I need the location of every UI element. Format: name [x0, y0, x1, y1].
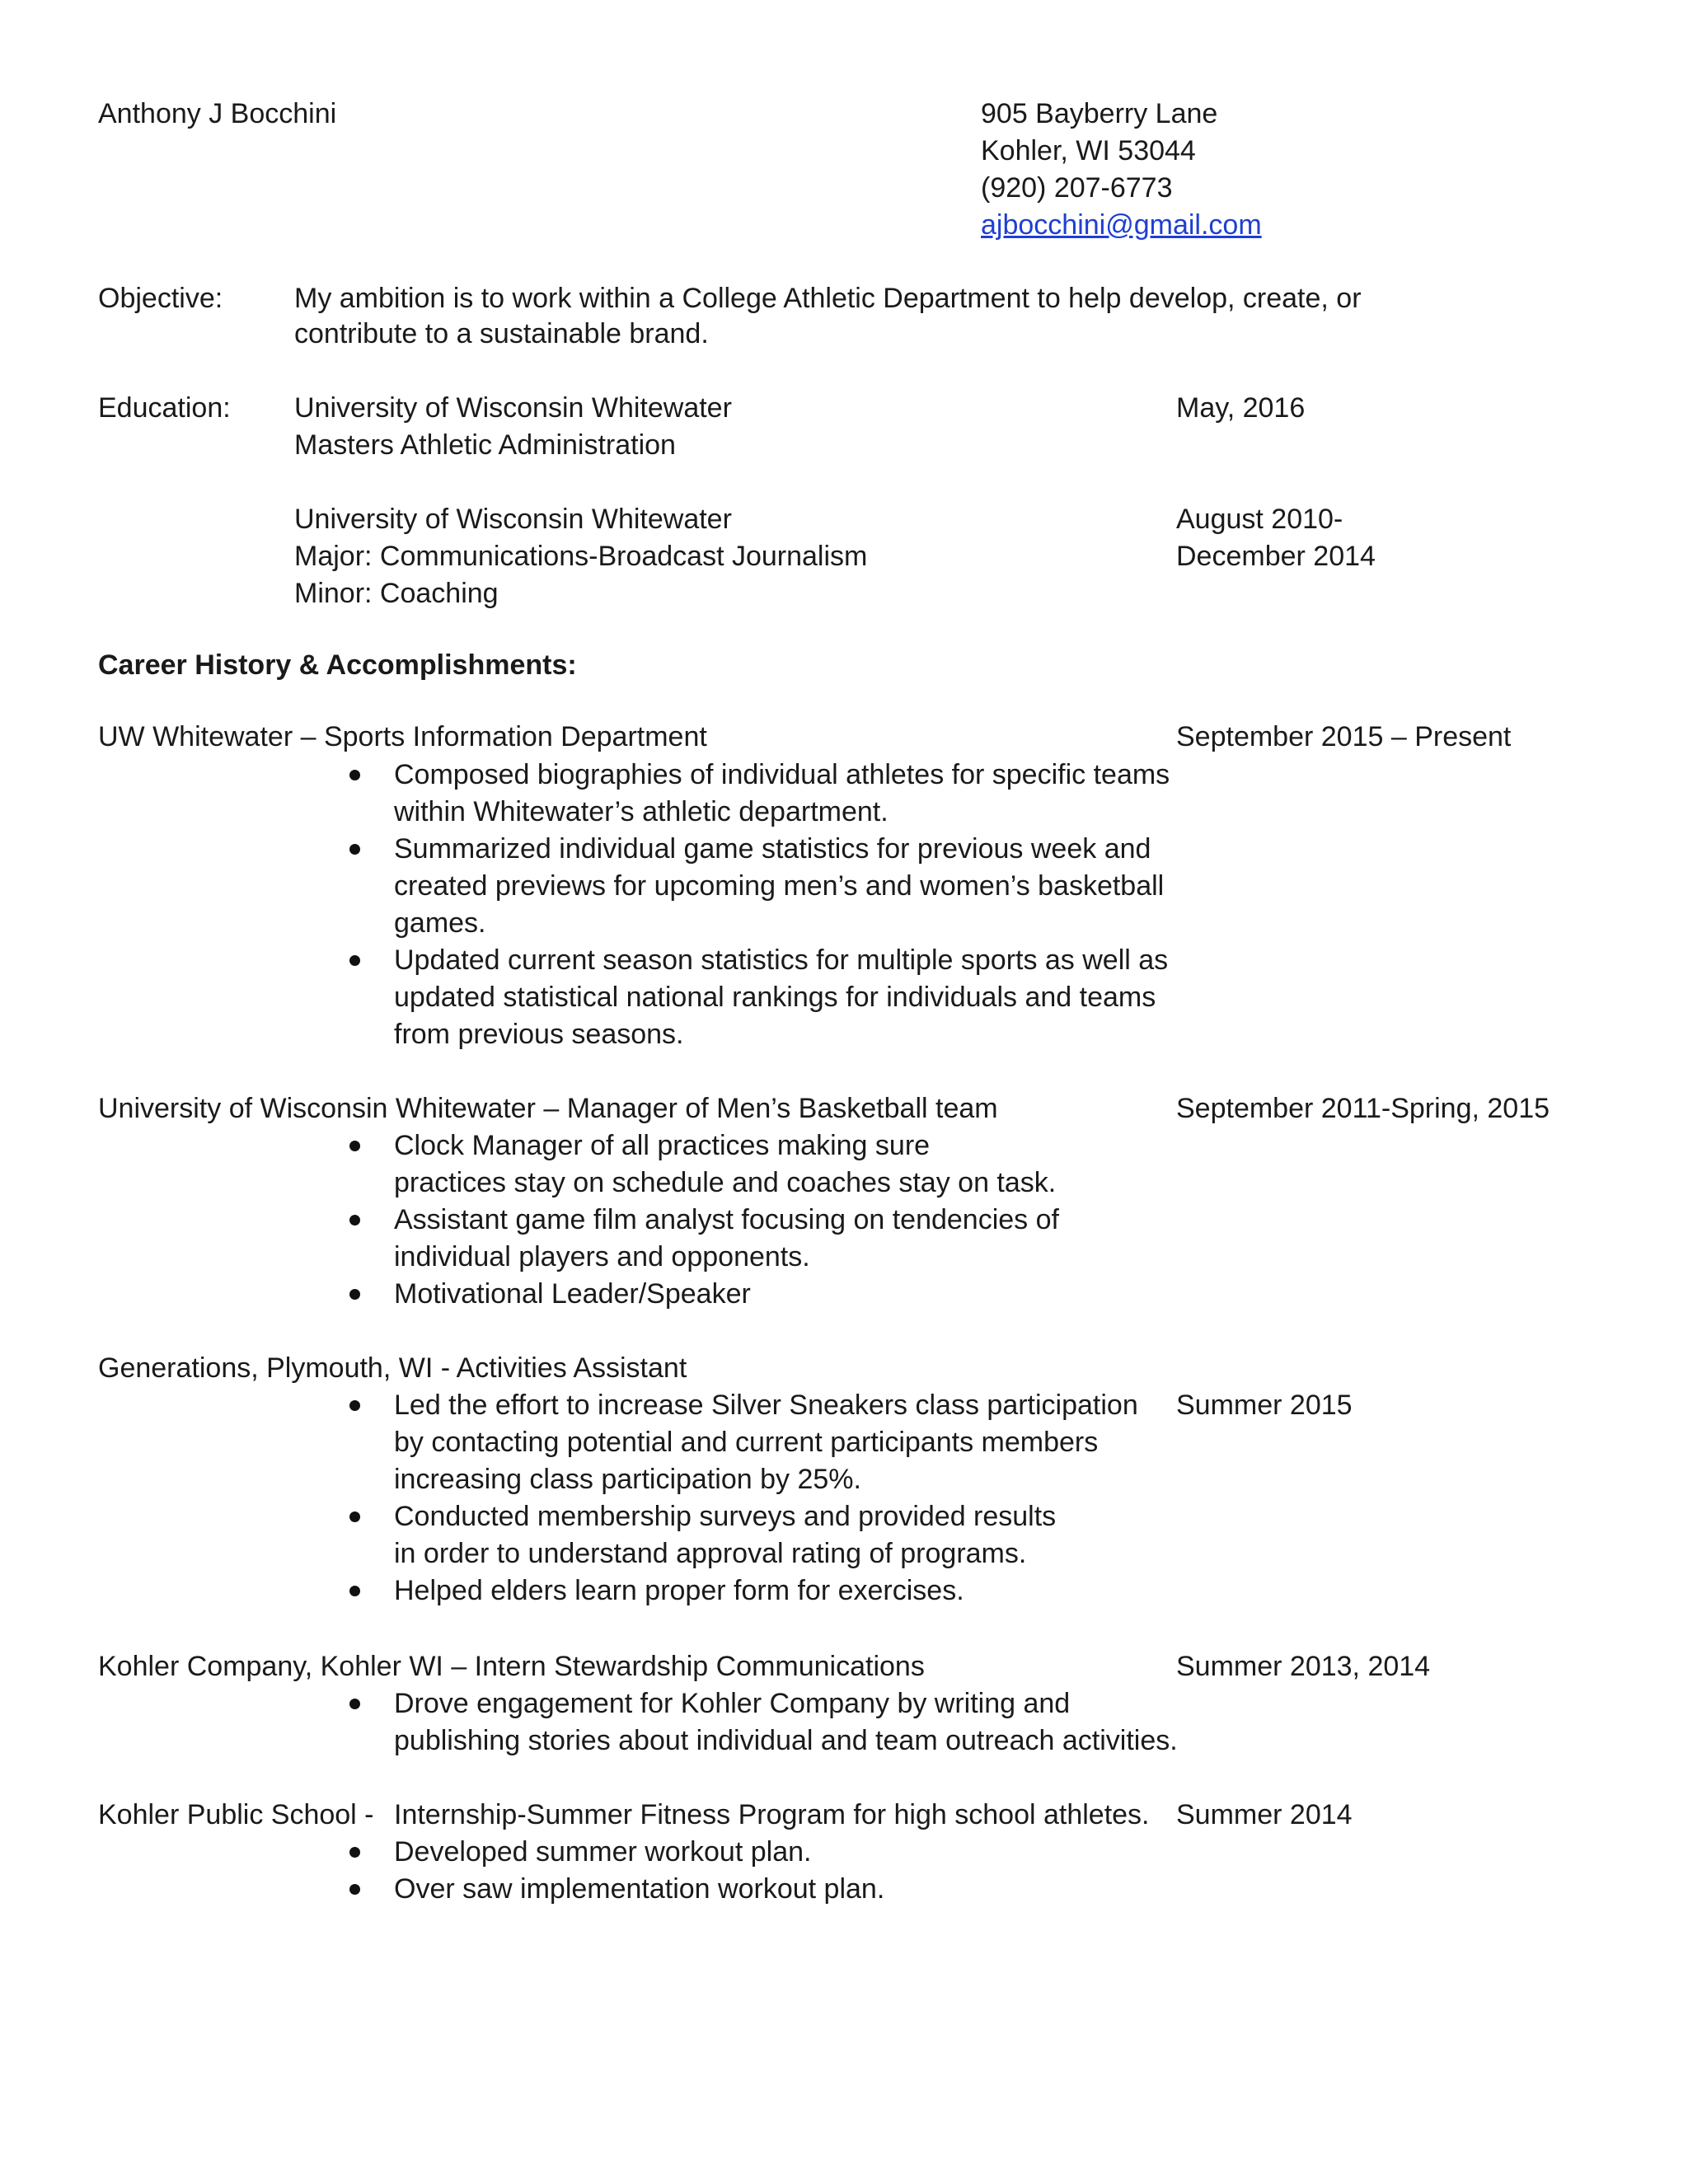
career-heading: Career History & Accomplishments:: [98, 649, 577, 681]
list-item: Assistant game film analyst focusing on tendencies of individual players and opponents.: [0, 1202, 1688, 1276]
job-title-1: UW Whitewater – Sports Information Department: [98, 721, 707, 752]
education-date-2-end: December 2014: [1176, 541, 1376, 572]
list-item: Developed summer workout plan.: [0, 1834, 1688, 1871]
address-line-2: Kohler, WI 53044: [981, 135, 1196, 166]
job-date-2: September 2011-Spring, 2015: [1176, 1093, 1550, 1124]
bullet-icon: [349, 1586, 360, 1596]
job-title-2: University of Wisconsin Whitewater – Manager of Men’s Basketball team: [98, 1093, 998, 1124]
bullet-icon: [349, 955, 360, 966]
job-title-3: Generations, Plymouth, WI - Activities Assistant: [98, 1352, 687, 1384]
job-5-bullet-list: [0, 1834, 1688, 1908]
job-title-4: Kohler Company, Kohler WI – Intern Stewardship Communications: [98, 1651, 925, 1682]
list-item: Summarized individual game statistics for previous week and created previews for upcoming men’s and women’s basketball games.: [0, 831, 1688, 942]
applicant-name: Anthony J Bocchini: [98, 98, 337, 129]
bullet-icon: [349, 770, 360, 780]
list-item: Over saw implementation workout plan.: [0, 1871, 1688, 1908]
job-title-5: Kohler Public School -: [98, 1799, 374, 1830]
objective-text-line-2: contribute to a sustainable brand.: [294, 318, 709, 349]
objective-text-line-1: My ambition is to work within a College Athletic Department to help develop, create, or: [294, 283, 1362, 314]
bullet-icon: [349, 1847, 360, 1858]
bullet-icon: [349, 1289, 360, 1300]
education-major: Major: Communications-Broadcast Journalism: [294, 541, 868, 572]
list-item: Composed biographies of individual athletes for specific teams within Whitewater’s athletic department.: [0, 757, 1688, 831]
list-item: Motivational Leader/Speaker: [0, 1276, 1688, 1313]
bullet-icon: [349, 1215, 360, 1226]
list-item: Conducted membership surveys and provided results in order to understand approval rating of programs.: [0, 1498, 1688, 1572]
job-2-bullet-list: [0, 1127, 1688, 1313]
job-4-bullet-list: [0, 1685, 1688, 1760]
list-item: Clock Manager of all practices making sure practices stay on schedule and coaches stay on task.: [0, 1127, 1688, 1202]
bullet-icon: [349, 1699, 360, 1709]
job-1-bullet-list: [0, 757, 1688, 1053]
objective-label: Objective:: [98, 283, 223, 314]
job-title-5-detail: Internship-Summer Fitness Program for high school athletes.: [394, 1799, 1150, 1830]
bullet-icon: [349, 1884, 360, 1895]
bullet-icon: [349, 1141, 360, 1151]
education-label: Education:: [98, 392, 231, 424]
job-date-1: September 2015 – Present: [1176, 721, 1512, 752]
education-date-2-start: August 2010-: [1176, 504, 1343, 535]
job-date-4: Summer 2013, 2014: [1176, 1651, 1431, 1682]
bullet-icon: [349, 1511, 360, 1522]
bullet-icon: [349, 1400, 360, 1411]
education-minor: Minor: Coaching: [294, 578, 499, 609]
education-school-2: University of Wisconsin Whitewater: [294, 504, 732, 535]
education-degree-1: Masters Athletic Administration: [294, 429, 676, 461]
job-3-bullet-list: [0, 1387, 1688, 1610]
phone-number: (920) 207-6773: [981, 172, 1173, 204]
job-date-3: Summer 2015: [1176, 1390, 1353, 1421]
email-link[interactable]: ajbocchini@gmail.com: [981, 209, 1262, 241]
education-date-1: May, 2016: [1176, 392, 1306, 424]
list-item: Helped elders learn proper form for exercises.: [0, 1572, 1688, 1610]
list-item: Drove engagement for Kohler Company by writing and publishing stories about individual and team outreach activities.: [0, 1685, 1688, 1760]
job-date-5: Summer 2014: [1176, 1799, 1353, 1830]
list-item: Led the effort to increase Silver Sneakers class participation by contacting potential and current participants members increasing class participation by 25%.: [0, 1387, 1688, 1498]
list-item: Updated current season statistics for multiple sports as well as updated statistical national rankings for individuals and teams from previous seasons.: [0, 942, 1688, 1053]
education-school-1: University of Wisconsin Whitewater: [294, 392, 732, 424]
address-line-1: 905 Bayberry Lane: [981, 98, 1218, 129]
bullet-icon: [349, 844, 360, 855]
